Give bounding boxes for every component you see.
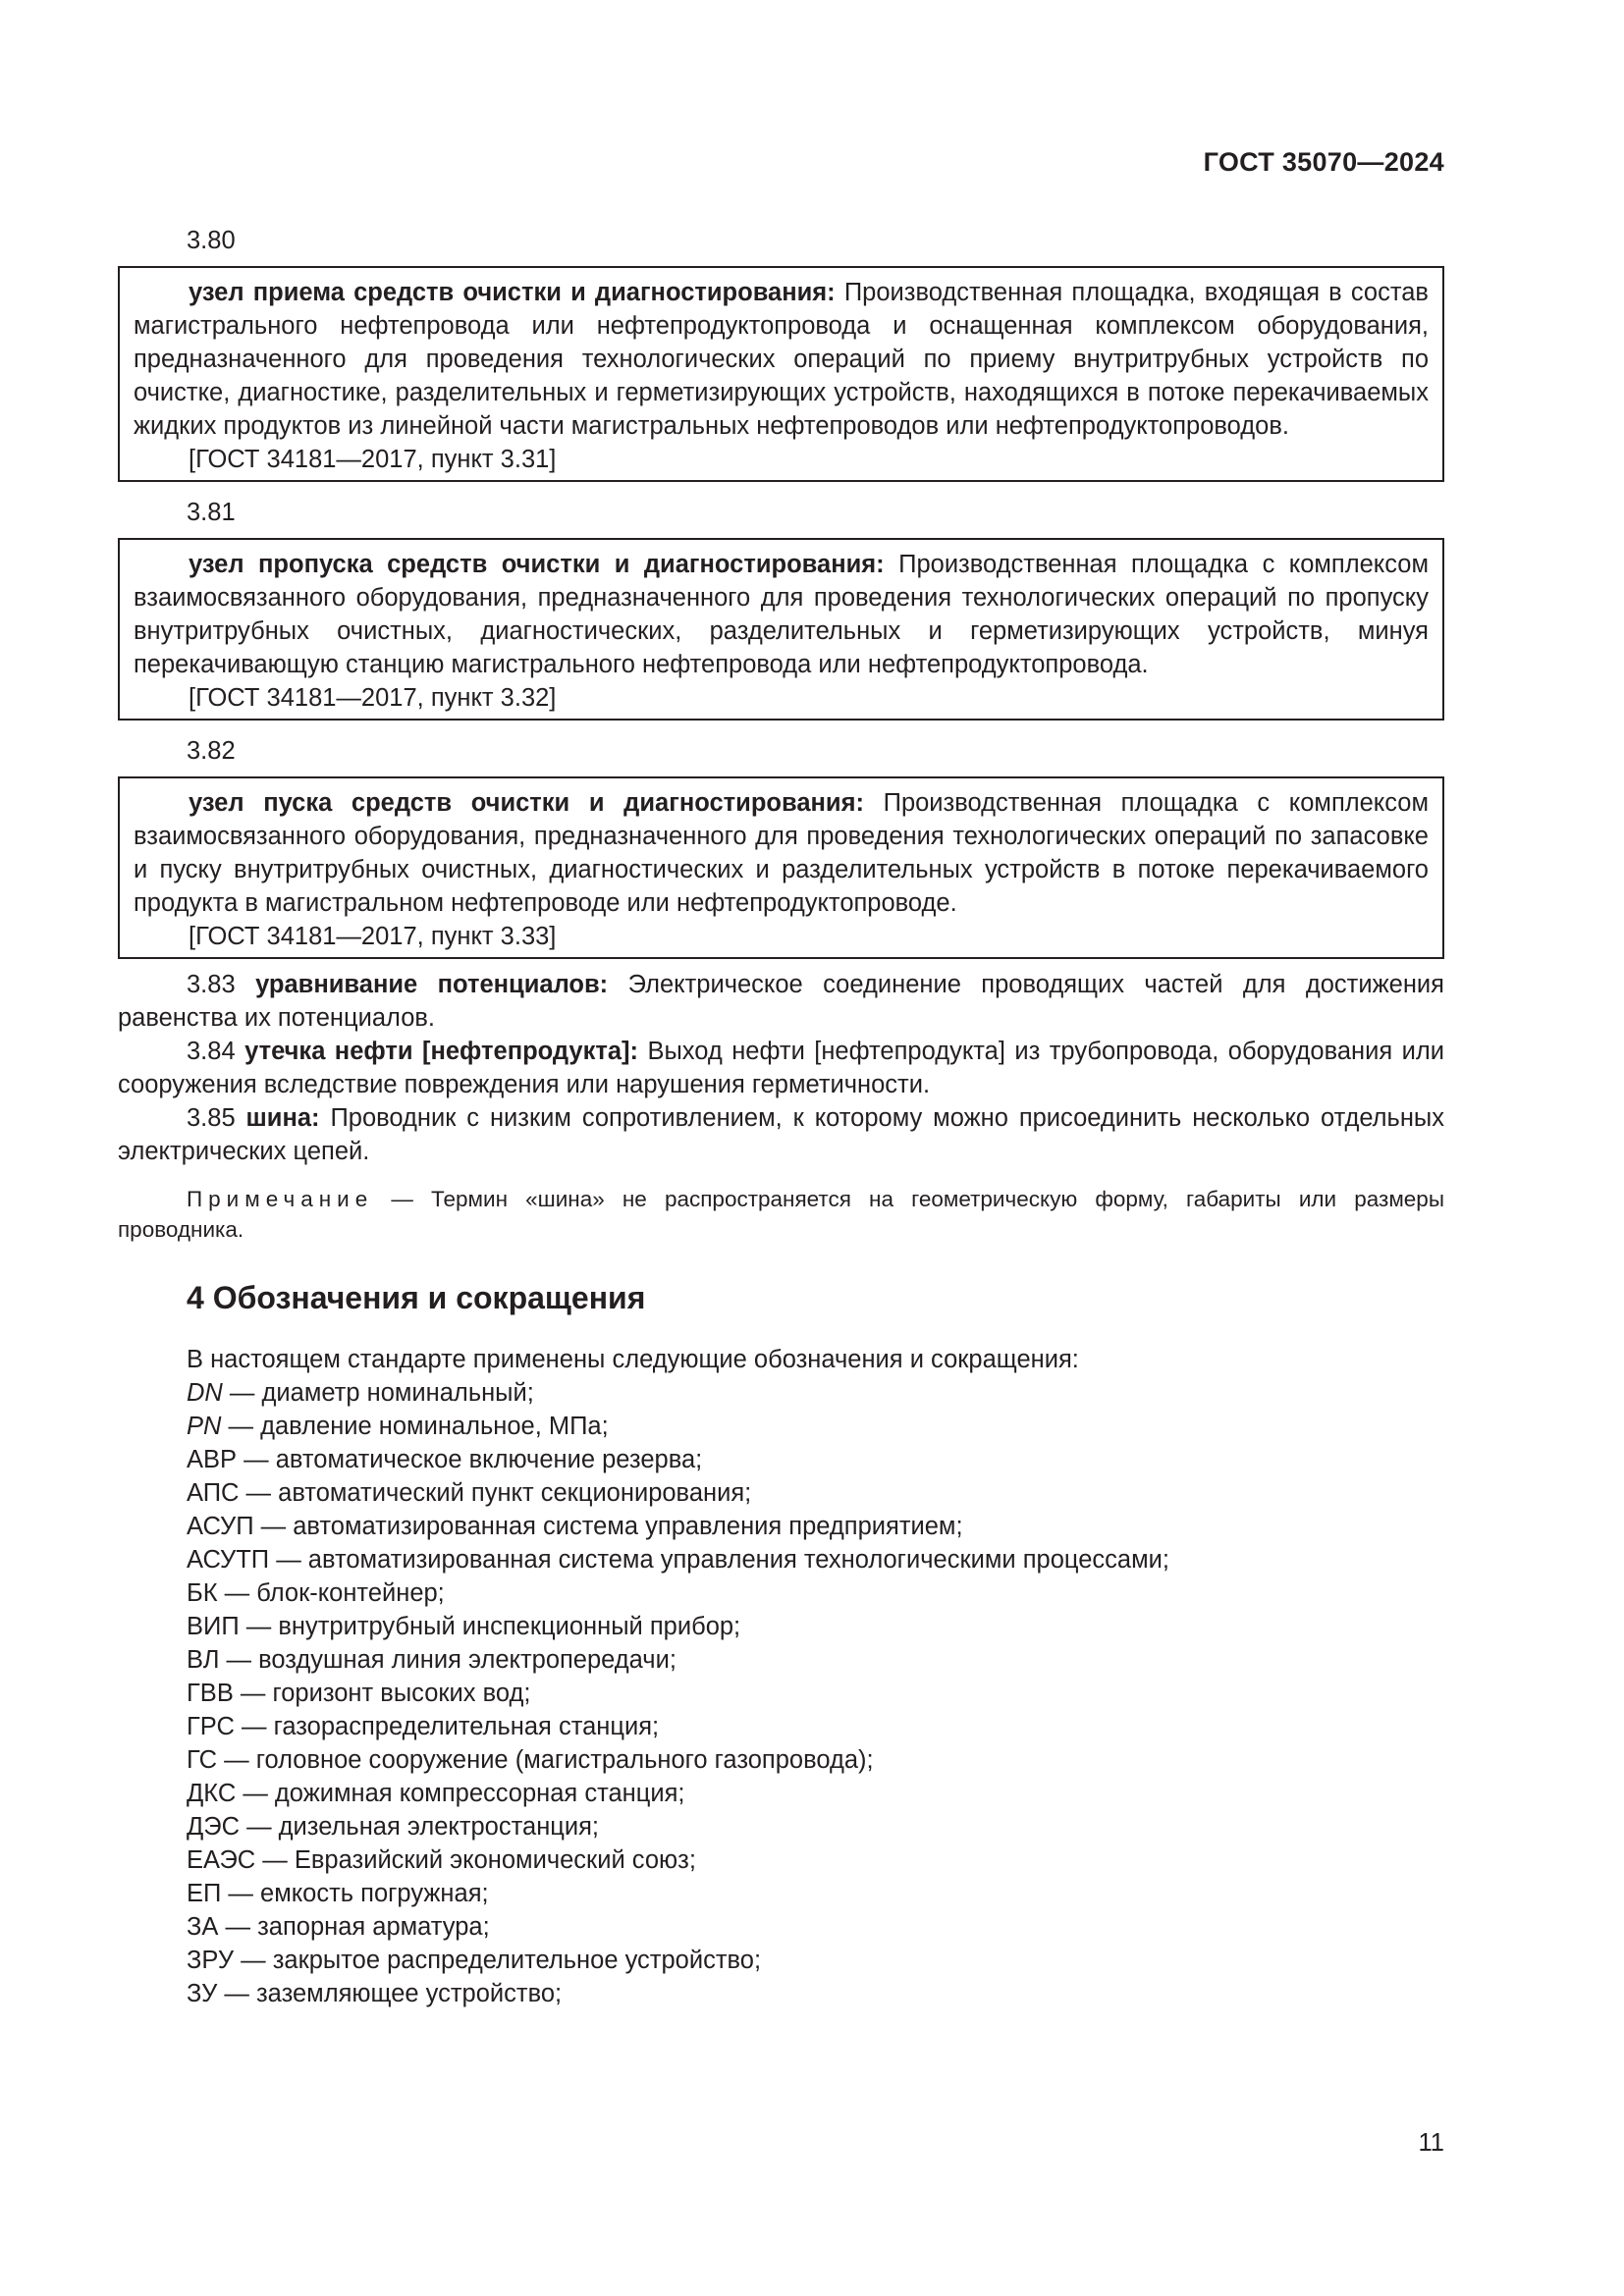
section-heading: 4 Обозначения и сокращения [187,1280,646,1315]
term-box-3-80 [118,266,1444,482]
term-name: утечка нефти [нефтепродукта]: [244,1038,639,1065]
term-source: [ГОСТ 34181—2017, пункт 3.32] [189,684,557,712]
abbreviation-item [187,1610,1444,1643]
document-code: ГОСТ 35070—2024 [1203,147,1444,177]
note [118,1184,1444,1245]
abbreviation-text: ГРС — газораспределительная станция; [187,1713,660,1740]
definition-text: Производственная площадка с комплексом взаимосвязанного оборудования, предназначенного для проведения технологических операций по запасовке и пуску внутритрубных очистных, диагностических и разделительных устройств в потоке перекачиваемого продукта в магистральном нефтепроводе или нефтепродуктопроводе. [134,789,1430,917]
note-label: Примечание [187,1187,374,1211]
definition-text: Производственная площадка с комплексом взаимосвязанного оборудования, предназначенного для проведения технологических операций по пропуску внутритрубных очистных, диагностических, разделительных и герметизирующих устройств, минуя перекачивающую станцию магистрального нефтепровода или нефтепродуктопровода. [134,551,1429,678]
term-3-84 [118,1035,1444,1101]
abbreviation-item [187,1877,1444,1910]
abbreviation-item [187,1910,1444,1944]
term-number: 3.84 [187,1038,236,1065]
abbreviation-text: ВИП — внутритрубный инспекционный прибор; [187,1613,741,1640]
term-3-85 [118,1101,1444,1168]
abbreviation-symbol: DN [187,1379,223,1407]
term-box-3-81 [118,538,1444,721]
abbreviation-item [187,1643,1444,1677]
abbreviation-text: АСУП — автоматизированная система управления предприятием; [187,1513,963,1540]
abbreviation-text: ЗРУ — закрытое распределительное устройство; [187,1947,762,1974]
abbreviation-list [118,1376,1444,2010]
note-text: — Термин «шина» не распространяется на геометрическую форму, габариты или размеры проводника. [118,1187,1444,1242]
term-number: 3.83 [187,971,236,998]
abbreviation-item [187,1476,1444,1510]
term-definition [134,786,1429,920]
definition-text: Выход нефти [нефтепродукта] из трубопровода, оборудования или сооружения вследствие повреждения или нарушения герметичности. [118,1038,1444,1098]
abbreviation-text: ЗУ — заземляющее устройство; [187,1980,563,2007]
abbreviation-item [187,1977,1444,2010]
abbreviation-item [187,1710,1444,1743]
abbreviation-text: АПС — автоматический пункт секционирования; [187,1479,752,1507]
section-intro: В настоящем стандарте применены следующие обозначения и сокращения: [187,1346,1079,1373]
term-definition [134,548,1429,681]
definition-text: Производственная площадка, входящая в состав магистрального нефтепровода или нефтепродуктопровода и оснащенная комплексом оборудования, предназначенного для проведения технологических операций по приему внутритрубных устройств по очистке, диагностике, разделительных и герметизирующих устройств, находящихся в потоке перекачиваемых жидких продуктов из линейной части магистральных нефтепроводов или нефтепродуктопроводов. [134,279,1429,440]
abbreviation-item [187,1576,1444,1610]
page-number: 11 [1418,2129,1444,2157]
abbreviation-item [187,1777,1444,1810]
abbreviation-text: ГС — головное сооружение (магистрального газопровода); [187,1746,874,1774]
term-name: узел пуска средств очистки и диагностирования: [189,789,864,817]
definition-text: Электрическое соединение проводящих частей для достижения равенства их потенциалов. [118,971,1444,1032]
abbreviation-symbol: PN [187,1413,222,1440]
term-number: 3.85 [187,1104,236,1132]
abbreviation-item [187,1810,1444,1843]
abbreviation-text: ВЛ — воздушная линия электропередачи; [187,1646,677,1674]
term-number: 3.81 [187,499,236,526]
term-name: узел приема средств очистки и диагностирования: [189,279,836,306]
abbreviation-item [187,1677,1444,1710]
abbreviation-text: АСУТП — автоматизированная система управления технологическими процессами; [187,1546,1169,1574]
abbreviation-item [187,1543,1444,1576]
term-source: [ГОСТ 34181—2017, пункт 3.33] [189,923,557,950]
abbreviation-item [187,1443,1444,1476]
term-box-3-82 [118,776,1444,959]
abbreviation-item [187,1944,1444,1977]
abbreviation-text: ЕП — емкость погружная; [187,1880,489,1907]
abbreviation-text: — давление номинальное, МПа; [221,1413,609,1440]
term-number: 3.80 [187,227,236,254]
abbreviation-text: ДЭС — дизельная электростанция; [187,1813,600,1841]
abbreviation-item [187,1376,1444,1410]
term-name: уравнивание потенциалов: [255,971,609,998]
abbreviation-text: ЗА — запорная арматура; [187,1913,490,1941]
abbreviation-item [187,1743,1444,1777]
abbreviation-item [187,1843,1444,1877]
term-source: [ГОСТ 34181—2017, пункт 3.31] [189,446,557,473]
abbreviation-text: ЕАЭС — Евразийский экономический союз; [187,1846,696,1874]
definition-text: Проводник с низким сопротивлением, к которому можно присоединить несколько отдельных электрических цепей. [118,1104,1444,1165]
abbreviation-text: БК — блок-контейнер; [187,1579,445,1607]
term-name: шина: [245,1104,320,1132]
abbreviation-item [187,1410,1444,1443]
abbreviation-text: ГВВ — горизонт высоких вод; [187,1680,531,1707]
term-3-83 [118,968,1444,1035]
abbreviation-text: АВР — автоматическое включение резерва; [187,1446,703,1473]
term-number: 3.82 [187,737,236,765]
term-name: узел пропуска средств очистки и диагностирования: [189,551,885,578]
page-content [118,224,1444,2010]
abbreviation-text: — диаметр номинальный; [222,1379,534,1407]
abbreviation-text: ДКС — дожимная компрессорная станция; [187,1780,685,1807]
abbreviation-item [187,1510,1444,1543]
term-definition [134,276,1429,443]
